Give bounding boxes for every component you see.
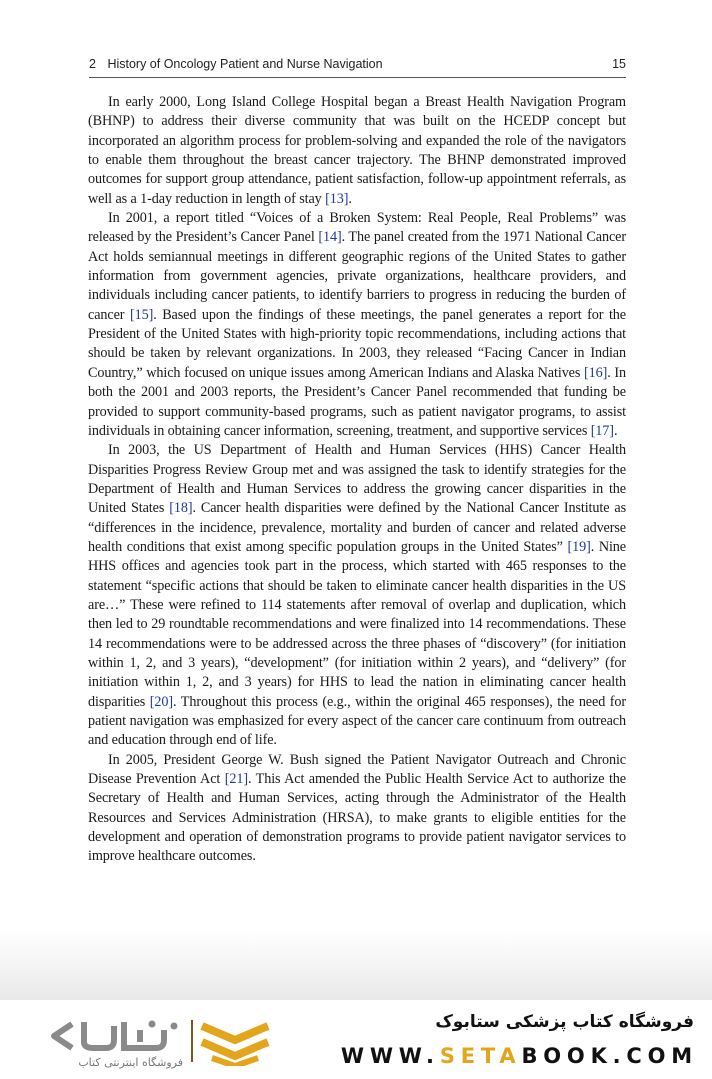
shop-url-link[interactable] [341,1044,698,1068]
logo-divider [191,1020,193,1062]
publisher-footer [0,1000,712,1079]
text-run: In 2003, the US Department of Health and Human Services (HHS) Cancer Health Disparities Progress Review Group met and was assigned the task to identify strategies for the Department of Health and Human Services to address the growing cancer disparities in the United States [88,442,626,517]
chapter-number: 2 [89,57,96,71]
text-run: . The panel created from the 1971 National Cancer Act holds semiannual meetings in different geographic regions of the United States to gather information from government agencies, private organizations, healthcare providers, and individuals including cancer patients, to identify barriers to progress in reducing the burden of cancer [88,229,626,323]
citation-link[interactable]: [21] [224,771,248,788]
text-run: . [613,422,618,439]
text-run: In 2005, President George W. Bush signed the Patient Navigator Outreach and Chronic Disease Prevention Act [88,751,626,788]
page-number: 15 [612,57,626,71]
citation-link[interactable]: [16] [584,364,608,381]
book-stack-logo-icon [198,1020,272,1066]
url-suffix: BOOK.COM [521,1044,698,1068]
citation-link[interactable]: [17] [590,422,614,439]
citation-link[interactable]: [18] [169,500,193,517]
text-run: . Throughout this process (e.g., within the original 465 responses), the need for patient navigation was emphasized for every aspect of the cancer care continuum from outreach and education through end of life. [88,693,626,749]
paragraph [88,93,626,209]
text-run: . In both the 2001 and 2003 reports, the President’s Cancer Panel recommended that funding be provided to support community-based programs, such as patient navigator programs, to assist individuals in obtaining cancer information, screening, treatment, and supportive services [88,364,626,439]
citation-link[interactable]: [15] [129,306,154,323]
text-run: . Cancer health disparities were defined by the National Cancer Institute as “differences in the incidence, prevalence, mortality and burden of cancer and related adverse health conditions that exist among specific population groups in the United States” [88,500,626,555]
text-run: . [348,190,352,207]
citation-link[interactable]: [13] [325,190,349,207]
citation-link[interactable]: [19] [567,538,591,555]
logo-tagline: فروشگاه اینترنتی کتاب [78,1056,183,1069]
running-header [89,55,626,78]
body-text [88,93,626,867]
chapter-heading [89,55,383,73]
text-run: . Based upon the findings of these meetings, the panel generates a report for the President of the United States with high-priority topic recommendations, including actions that should be taken by relevant organizations. In 2003, they released “Facing Cancer in Indian Country,” which focused on unique issues among American Indians and Alaska Natives [88,306,626,381]
citation-link[interactable]: [20] [149,693,174,710]
paragraph [88,209,626,441]
text-run: . This Act amended the Public Health Service Act to authorize the Secretary of Health and Human Services, acting through the Administrator of the Health Resources and Services Administration (HRSA), to make grants to eligible entities for the development and operation of demonstration programs to provide patient navigator services to improve healthcare outcomes. [88,771,626,865]
url-prefix: WWW. [340,1044,440,1068]
text-run: In early 2000, Long Island College Hospital began a Breast Health Navigation Program (BHNP) to address their diverse community that was built on the HCEDP concept but incorporated an algorithm process for problem-solving and expanded the role of the navigators to enable them throughout the breast cancer trajectory. The BHNP demonstrated improved outcomes for support group attendance, patient satisfaction, follow-up appointment referrals, as well as a 1-day reduction in length of stay [88,94,626,207]
text-run: In 2001, a report titled “Voices of a Broken System: Real People, Real Problems” was released by the President’s Cancer Panel [88,210,626,246]
paragraph [88,751,626,867]
paragraph [88,441,626,751]
shop-name: فروشگاه کتاب پزشکی ستابوک [435,1012,694,1032]
setabook-wordmark-logo [44,1016,184,1056]
chapter-title: History of Oncology Patient and Nurse Navigation [107,57,383,71]
citation-link[interactable]: [14] [318,229,342,246]
text-run: . Nine HHS offices and agencies took part in the process, which started with 465 responses to the statement “specific actions that should be taken to eliminate cancer health disparities in the US are…” These were refined to 114 statements after removal of overlap and duplication, which then led to 29 roundtable recommendations and were finalized into 14 recommendations. These 14 recommendations were to be addressed across the three phases of “discovery” (for initiation within 1, 2, and 3 years), “development” (for initiation within 2 years), and “delivery” (for initiation within 1, 2, and 3 years) for HHS to lead the nation in eliminating cancer health disparities [88,538,626,710]
url-highlight: SETA [439,1044,522,1068]
